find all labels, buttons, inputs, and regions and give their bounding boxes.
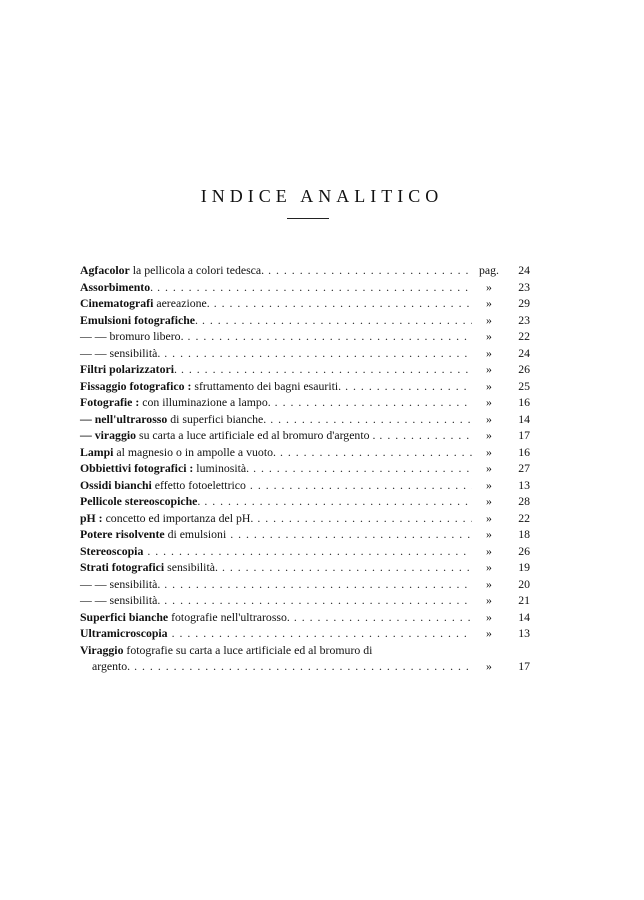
page-prefix: » <box>486 543 492 558</box>
entry-description: . <box>150 279 154 294</box>
page-number: 22 <box>518 510 530 525</box>
page-number: 26 <box>518 543 530 558</box>
index-entry <box>80 312 530 329</box>
page-number: 21 <box>518 593 530 607</box>
index-list <box>80 262 530 675</box>
page-prefix: » <box>486 428 492 442</box>
index-entry <box>80 279 530 296</box>
leader-dots <box>271 394 472 411</box>
entry-description: . <box>197 494 201 508</box>
entry-text <box>80 642 372 659</box>
page-prefix: » <box>486 411 492 426</box>
index-entry <box>80 328 530 345</box>
entry-heading: Cinematografi <box>80 296 154 310</box>
page-prefix: pag. <box>479 263 499 277</box>
page-prefix: » <box>486 378 492 393</box>
entry-description: fotografie su carta a luce artificiale ed al bromuro di <box>123 642 373 657</box>
index-entry <box>80 625 530 642</box>
index-entry <box>80 592 530 609</box>
page-prefix: » <box>486 296 492 310</box>
entry-description: concetto ed importanza del pH. <box>102 510 254 525</box>
leader-dots <box>177 361 472 378</box>
entry-heading: Viraggio <box>80 642 124 657</box>
index-entry <box>80 394 530 411</box>
entry-heading: Lampi <box>80 444 114 459</box>
page-prefix: » <box>486 312 492 327</box>
entry-heading: Assorbimento <box>80 279 151 294</box>
entry-description: sensibilità. <box>164 560 218 574</box>
entry-description: al magnesio o in ampolle a vuoto. <box>113 444 276 459</box>
entry-text <box>80 312 198 329</box>
entry-text <box>80 361 177 378</box>
page-prefix: » <box>486 593 492 607</box>
entry-heading: Stereoscopia <box>80 543 144 558</box>
entry-description: effetto fotoelettrico <box>151 477 246 492</box>
leader-dots <box>276 444 472 461</box>
page-number: 13 <box>518 477 530 492</box>
index-entry <box>80 642 530 659</box>
index-entry <box>80 460 530 477</box>
index-entry <box>80 345 530 362</box>
entry-text <box>80 526 226 543</box>
entry-description: aereazione. <box>153 296 210 310</box>
entry-heading: — viraggio <box>80 428 137 442</box>
page-prefix: » <box>486 279 492 294</box>
leader-dots <box>341 378 472 395</box>
entry-heading: Strati fotografici <box>80 560 165 574</box>
page-number: 22 <box>518 329 530 343</box>
page-number: 29 <box>518 296 530 310</box>
page-prefix: » <box>486 345 492 360</box>
leader-dots <box>249 460 472 477</box>
entry-text <box>80 262 264 279</box>
entry-text <box>80 394 271 411</box>
entry-text <box>80 493 200 510</box>
index-entry <box>80 510 530 527</box>
page-prefix: » <box>486 362 492 376</box>
leader-dots <box>226 526 472 543</box>
entry-text <box>80 477 246 494</box>
page-prefix: » <box>486 477 492 492</box>
entry-heading: Pellicole stereoscopiche <box>80 494 198 508</box>
index-entry <box>80 658 530 675</box>
page-prefix: » <box>486 659 492 673</box>
page-number: 14 <box>518 609 530 624</box>
entry-description: . <box>195 312 198 327</box>
page-number: 16 <box>518 444 530 459</box>
page-number: 20 <box>518 576 530 591</box>
entry-heading: Filtri polarizzatori <box>80 362 175 376</box>
entry-heading: Ultramicroscopia <box>80 626 168 640</box>
leader-dots <box>200 493 472 510</box>
page-number: 17 <box>518 659 530 673</box>
entry-heading: Fissaggio fotografico : <box>80 378 192 393</box>
entry-heading: — nell'ultrarosso <box>80 411 168 426</box>
entry-heading: pH : <box>80 510 103 525</box>
index-entry <box>80 609 530 626</box>
page-number: 27 <box>518 461 530 475</box>
index-entry <box>80 576 530 593</box>
entry-text <box>80 328 184 345</box>
leader-dots <box>246 477 472 494</box>
entry-description: con illuminazione a lampo. <box>139 395 271 409</box>
page-number: 16 <box>518 395 530 409</box>
index-entry <box>80 526 530 543</box>
page-prefix: » <box>486 510 492 525</box>
entry-text <box>80 295 210 312</box>
leader-dots <box>153 279 472 296</box>
leader-dots <box>198 312 472 329</box>
page-number: 24 <box>518 345 530 360</box>
leader-dots <box>210 295 472 312</box>
entry-text <box>80 444 276 461</box>
page-number: 17 <box>518 428 530 442</box>
leader-dots <box>160 345 472 362</box>
entry-description: — — sensibilità. <box>80 593 161 607</box>
page-prefix: » <box>486 576 492 591</box>
entry-heading: Obbiettivi fotografici : <box>80 461 194 475</box>
page-number: 14 <box>518 411 530 426</box>
entry-description: — — sensibilità. <box>80 576 161 591</box>
index-entry <box>80 411 530 428</box>
entry-text <box>80 460 249 477</box>
page-prefix: » <box>486 609 492 624</box>
index-entry <box>80 295 530 312</box>
leader-dots <box>184 328 472 345</box>
index-entry <box>80 493 530 510</box>
index-entry <box>80 262 530 279</box>
index-entry <box>80 477 530 494</box>
page-number: 26 <box>518 362 530 376</box>
entry-description: di emulsioni <box>164 527 227 541</box>
page-prefix: » <box>486 461 492 475</box>
page-prefix: » <box>486 395 492 409</box>
entry-description: argento. <box>92 659 131 673</box>
leader-dots <box>218 559 472 576</box>
entry-description: la pellicola a colori tedesca. <box>129 263 265 277</box>
page-prefix: » <box>486 494 492 508</box>
index-entry <box>80 559 530 576</box>
page-prefix: » <box>486 626 492 640</box>
page-prefix: » <box>486 329 492 343</box>
entry-text <box>80 658 130 675</box>
page-number: 24 <box>518 263 530 277</box>
page-prefix: » <box>486 527 492 541</box>
entry-text <box>80 510 253 527</box>
index-entry <box>80 361 530 378</box>
leader-dots <box>266 411 472 428</box>
entry-text <box>80 427 375 444</box>
entry-description: sfruttamento dei bagni esauriti. <box>191 378 342 393</box>
page-title: INDICE ANALITICO <box>200 186 444 206</box>
leader-dots <box>168 625 472 642</box>
title-rule <box>287 218 329 219</box>
entry-text <box>80 345 160 362</box>
leader-dots <box>143 543 472 560</box>
leader-dots <box>130 658 472 675</box>
leader-dots <box>290 609 472 626</box>
entry-text <box>80 625 168 642</box>
page-number: 28 <box>518 494 530 508</box>
index-entry <box>80 378 530 395</box>
page-number: 13 <box>518 626 530 640</box>
entry-description: su carta a luce artificiale ed al bromuro d'argento . <box>136 428 376 442</box>
page-prefix: » <box>486 444 492 459</box>
page-number: 18 <box>518 527 530 541</box>
entry-heading: Potere risolvente <box>80 527 165 541</box>
entry-text <box>80 559 218 576</box>
entry-text <box>80 411 266 428</box>
leader-dots <box>160 592 472 609</box>
entry-text <box>80 592 160 609</box>
entry-heading: Ossidi bianchi <box>80 477 152 492</box>
page-number: 19 <box>518 560 530 574</box>
entry-description: . <box>174 362 177 376</box>
entry-text <box>80 576 160 593</box>
entry-heading: Emulsioni fotografiche <box>80 312 196 327</box>
entry-text <box>80 543 143 560</box>
entry-text <box>80 378 341 395</box>
entry-heading: Fotografie : <box>80 395 140 409</box>
entry-description: di superfici bianche. <box>167 411 267 426</box>
entry-text <box>80 279 153 296</box>
entry-description: — — bromuro libero. <box>80 329 184 343</box>
entry-description: fotografie nell'ultrarosso. <box>168 609 290 624</box>
leader-dots <box>253 510 472 527</box>
leader-dots <box>375 427 472 444</box>
entry-text <box>80 609 290 626</box>
page-number: 25 <box>518 378 530 393</box>
leader-dots <box>264 262 472 279</box>
entry-heading: Agfacolor <box>80 263 130 277</box>
leader-dots <box>160 576 472 593</box>
entry-heading: Superfici bianche <box>80 609 169 624</box>
page-number: 23 <box>518 279 530 294</box>
entry-description: luminosità. <box>193 461 250 475</box>
index-entry <box>80 543 530 560</box>
entry-description: — — sensibilità. <box>80 345 161 360</box>
index-entry <box>80 444 530 461</box>
page-prefix: » <box>486 560 492 574</box>
index-entry <box>80 427 530 444</box>
page-number: 23 <box>518 312 530 327</box>
